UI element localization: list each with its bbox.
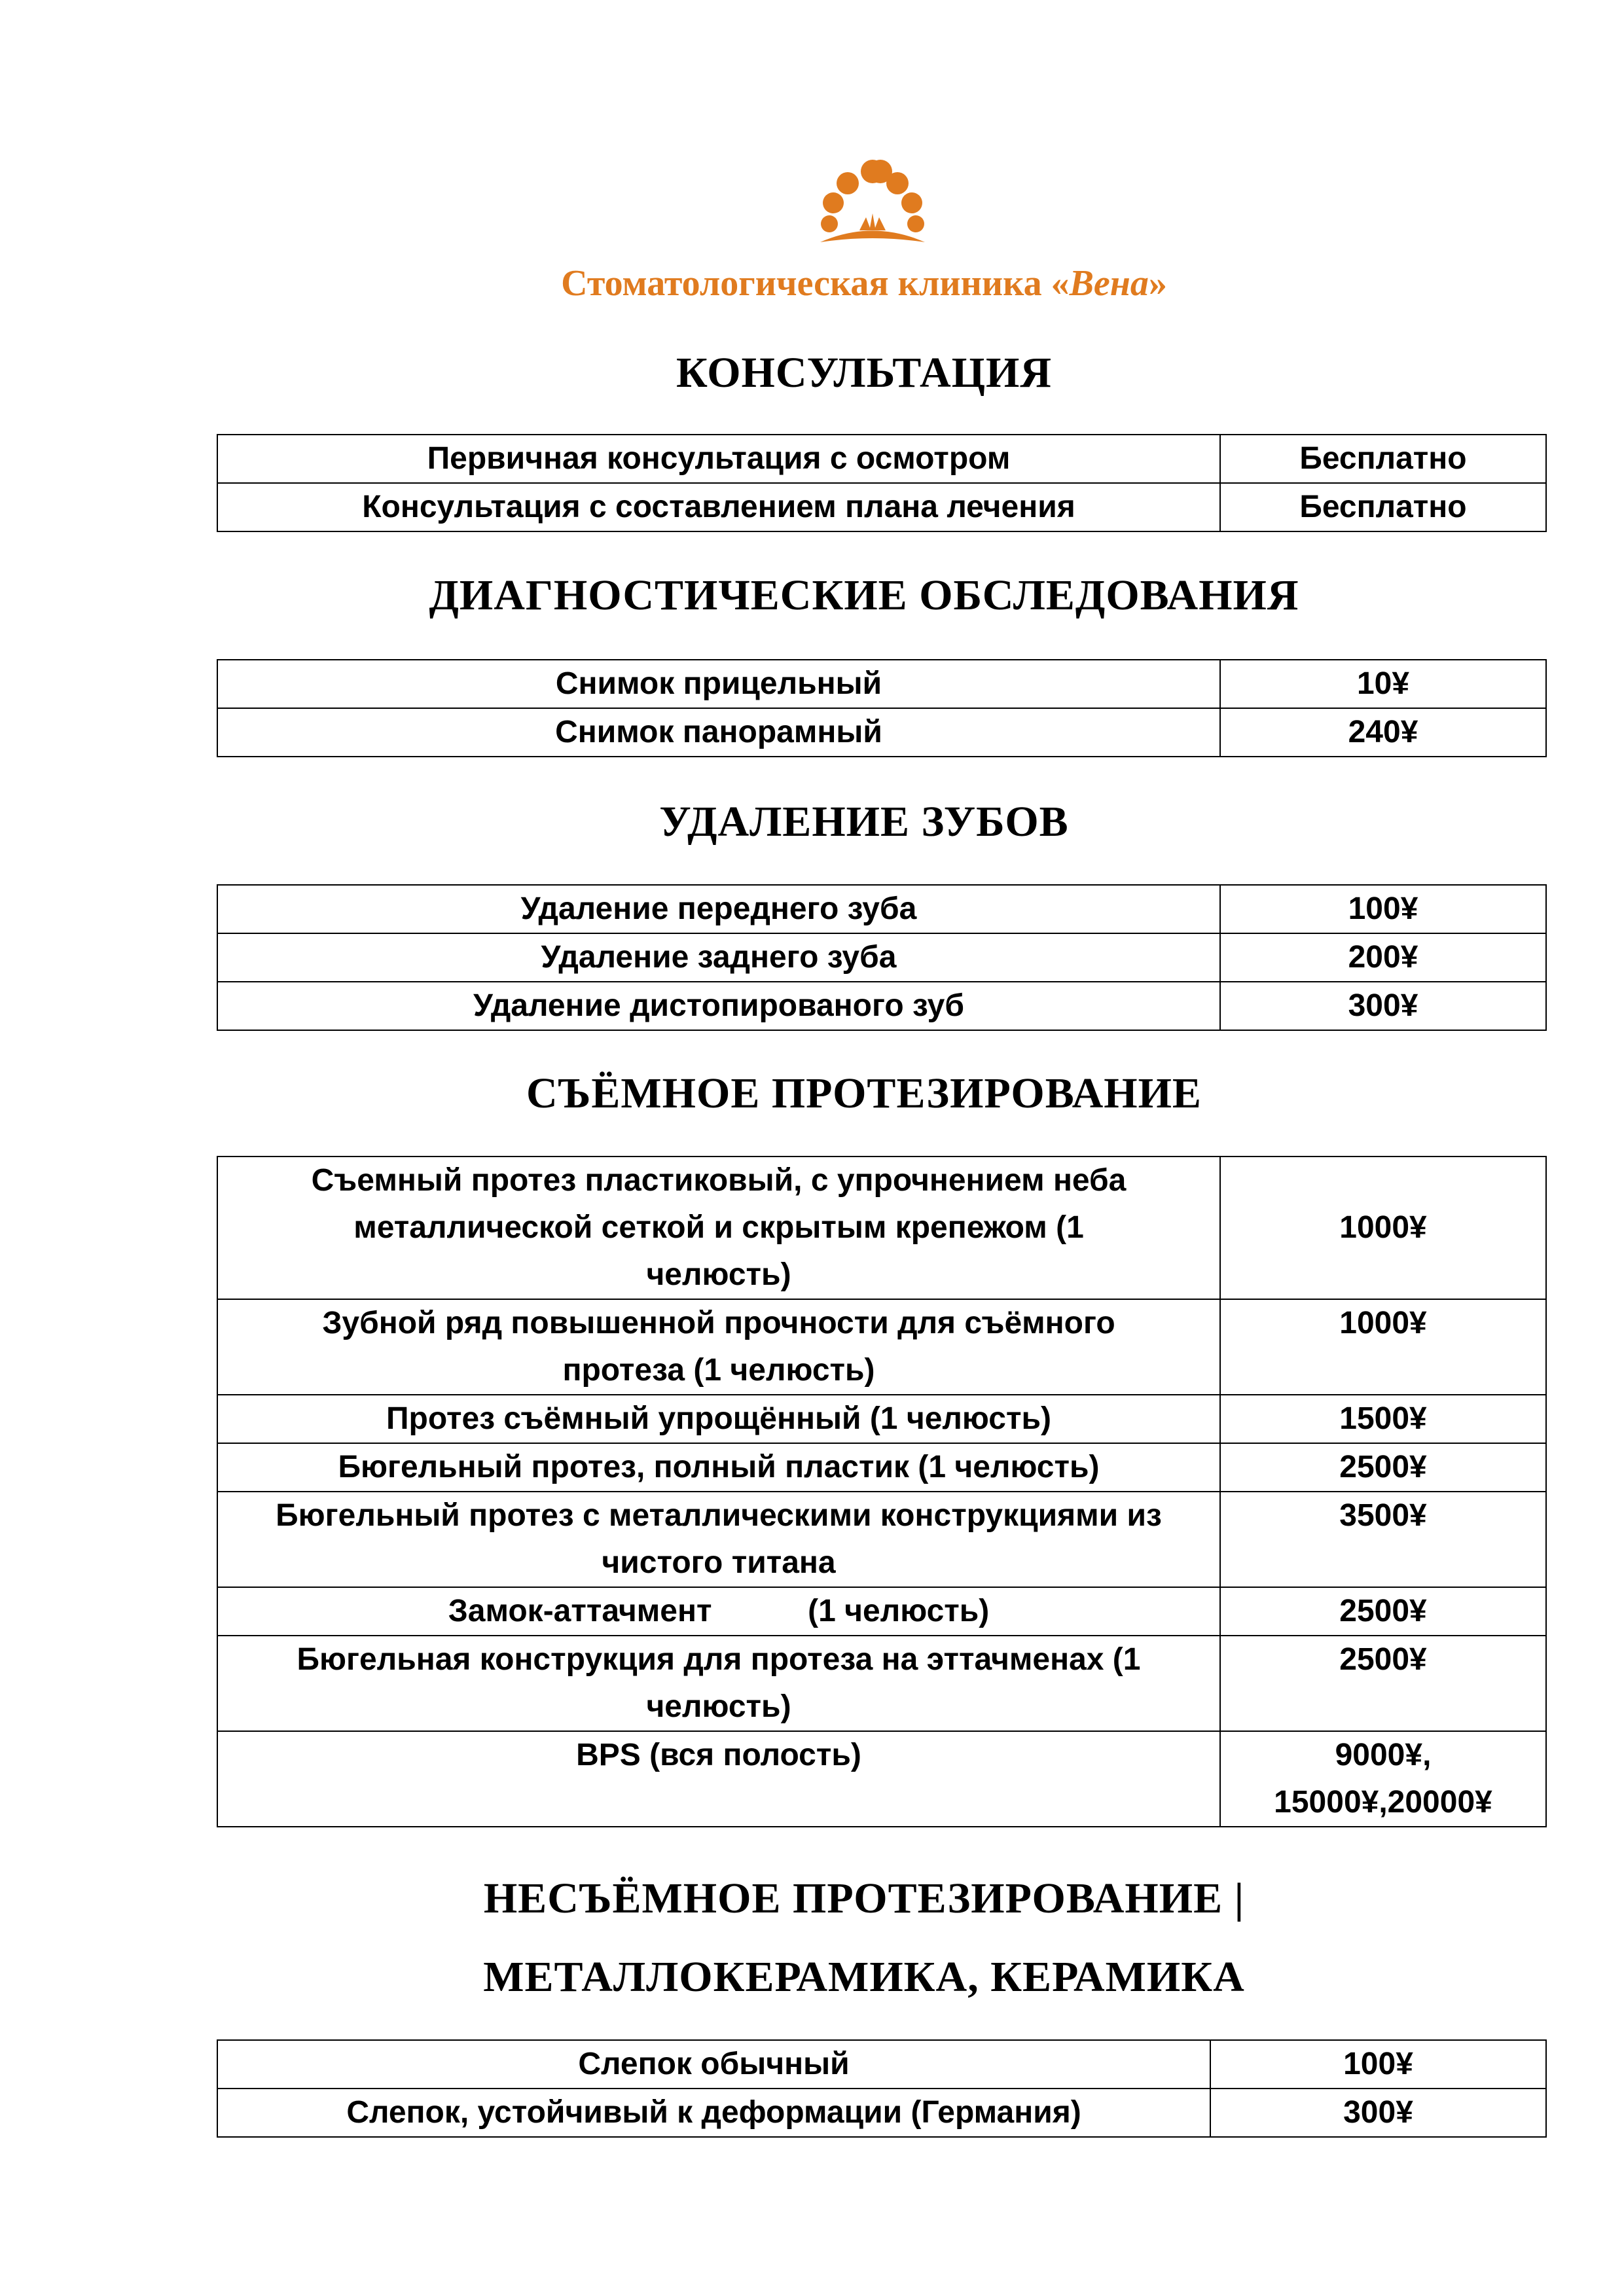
service-price-line: 3500¥ xyxy=(1339,1498,1427,1533)
section-title-line: МЕТАЛЛОКЕРАМИКА, КЕРАМИКА xyxy=(483,1953,1245,2001)
service-price-line: 1500¥ xyxy=(1339,1401,1427,1436)
fixed-table xyxy=(217,2039,1547,2138)
service-name xyxy=(217,1395,1220,1443)
service-name: Снимок прицельный xyxy=(217,660,1220,708)
service-price-line: 1000¥ xyxy=(1339,1306,1427,1340)
service-price-line: 2500¥ xyxy=(1339,1594,1427,1628)
service-price xyxy=(1220,1636,1546,1731)
table-row xyxy=(217,2089,1546,2137)
service-price-line: 15000¥,20000¥ xyxy=(1274,1785,1492,1820)
section-title-line: НЕСЪЁМНОЕ ПРОТЕЗИРОВАНИЕ | xyxy=(483,1874,1245,1922)
service-name xyxy=(217,1587,1220,1636)
service-name-line: Зубной ряд повышенной прочности для съёмного xyxy=(322,1306,1115,1340)
service-price: 200¥ xyxy=(1220,933,1546,982)
service-name xyxy=(217,1157,1220,1299)
table-row xyxy=(217,1636,1546,1731)
clinic-title-prefix: Стоматологическая клиника « xyxy=(561,263,1070,304)
service-price-line: 2500¥ xyxy=(1339,1450,1427,1484)
service-price xyxy=(1220,1299,1546,1395)
clinic-title-suffix: » xyxy=(1148,263,1167,304)
service-price: 10¥ xyxy=(1220,660,1546,708)
service-price: 100¥ xyxy=(1210,2040,1546,2089)
service-name: Слепок обычный xyxy=(217,2040,1210,2089)
clinic-logo xyxy=(814,157,931,249)
service-name: Удаление переднего зуба xyxy=(217,885,1220,933)
service-price xyxy=(1220,1731,1546,1827)
service-name xyxy=(217,1731,1220,1827)
service-name-line: Бюгельный протез с металлическими конструкциями из xyxy=(276,1498,1162,1533)
service-name: Первичная консультация с осмотром xyxy=(217,435,1220,483)
service-name-line: Бюгельный протез, полный пластик (1 челюсть) xyxy=(338,1450,1100,1484)
table-row xyxy=(217,1157,1546,1299)
section-title-consultation: КОНСУЛЬТАЦИЯ xyxy=(676,349,1052,397)
service-price: Бесплатно xyxy=(1220,483,1546,531)
service-name: Снимок панорамный xyxy=(217,708,1220,757)
service-price xyxy=(1220,1443,1546,1492)
service-name-line: Бюгельная конструкция для протеза на эттачменах (1 xyxy=(297,1642,1141,1677)
table-row xyxy=(217,1731,1546,1827)
service-name-line: Протез съёмный упрощённый (1 челюсть) xyxy=(386,1401,1051,1436)
service-name-line: BPS (вся полость) xyxy=(576,1738,861,1772)
table-row xyxy=(217,2040,1546,2089)
service-price-line: 1000¥ xyxy=(1339,1210,1427,1245)
service-price xyxy=(1220,1157,1546,1299)
service-price: 300¥ xyxy=(1210,2089,1546,2137)
service-name xyxy=(217,1443,1220,1492)
table-row xyxy=(217,708,1546,757)
service-price xyxy=(1220,1492,1546,1587)
service-name-line: челюсть) xyxy=(646,1689,791,1724)
table-row xyxy=(217,885,1546,933)
service-name xyxy=(217,1299,1220,1395)
service-price: 300¥ xyxy=(1220,982,1546,1030)
service-name-line: чистого титана xyxy=(602,1545,836,1580)
service-name: Слепок, устойчивый к деформации (Германия) xyxy=(217,2089,1210,2137)
service-price: Бесплатно xyxy=(1220,435,1546,483)
consultation-table xyxy=(217,434,1547,532)
table-row xyxy=(217,1299,1546,1395)
service-name-line: челюсть) xyxy=(646,1257,791,1292)
service-name-line: металлической сеткой и скрытым крепежом (1 xyxy=(353,1210,1084,1245)
table-row xyxy=(217,483,1546,531)
service-price-line: 2500¥ xyxy=(1339,1642,1427,1677)
table-row xyxy=(217,660,1546,708)
table-row xyxy=(217,1587,1546,1636)
clinic-title-name: Вена xyxy=(1069,263,1149,304)
section-title-extraction: УДАЛЕНИЕ ЗУБОВ xyxy=(659,798,1069,846)
service-name: Удаление дистопированого зуб xyxy=(217,982,1220,1030)
section-title-fixed xyxy=(0,1859,1624,2017)
table-row xyxy=(217,1492,1546,1587)
service-price-line: 9000¥, xyxy=(1335,1738,1432,1772)
service-price: 240¥ xyxy=(1220,708,1546,757)
service-name: Консультация с составлением плана лечения xyxy=(217,483,1220,531)
service-name: Удаление заднего зуба xyxy=(217,933,1220,982)
removable-table xyxy=(217,1156,1547,1827)
table-row xyxy=(217,1395,1546,1443)
table-row xyxy=(217,1443,1546,1492)
section-title-removable: СЪЁМНОЕ ПРОТЕЗИРОВАНИЕ xyxy=(526,1069,1202,1117)
service-name-line: Замок-аттачмент (1 челюсть) xyxy=(448,1594,990,1628)
table-row xyxy=(217,982,1546,1030)
service-price xyxy=(1220,1395,1546,1443)
service-name-line: протеза (1 челюсть) xyxy=(562,1353,875,1388)
service-price xyxy=(1220,1587,1546,1636)
table-row xyxy=(217,933,1546,982)
section-title-diagnostics: ДИАГНОСТИЧЕСКИЕ ОБСЛЕДОВАНИЯ xyxy=(429,571,1299,619)
service-price: 100¥ xyxy=(1220,885,1546,933)
table-row xyxy=(217,435,1546,483)
extraction-table xyxy=(217,884,1547,1031)
service-name xyxy=(217,1492,1220,1587)
diagnostics-table xyxy=(217,659,1547,757)
service-name xyxy=(217,1636,1220,1731)
clinic-title xyxy=(0,254,1624,313)
service-name-line: Съемный протез пластиковый, с упрочнением неба xyxy=(311,1163,1127,1198)
